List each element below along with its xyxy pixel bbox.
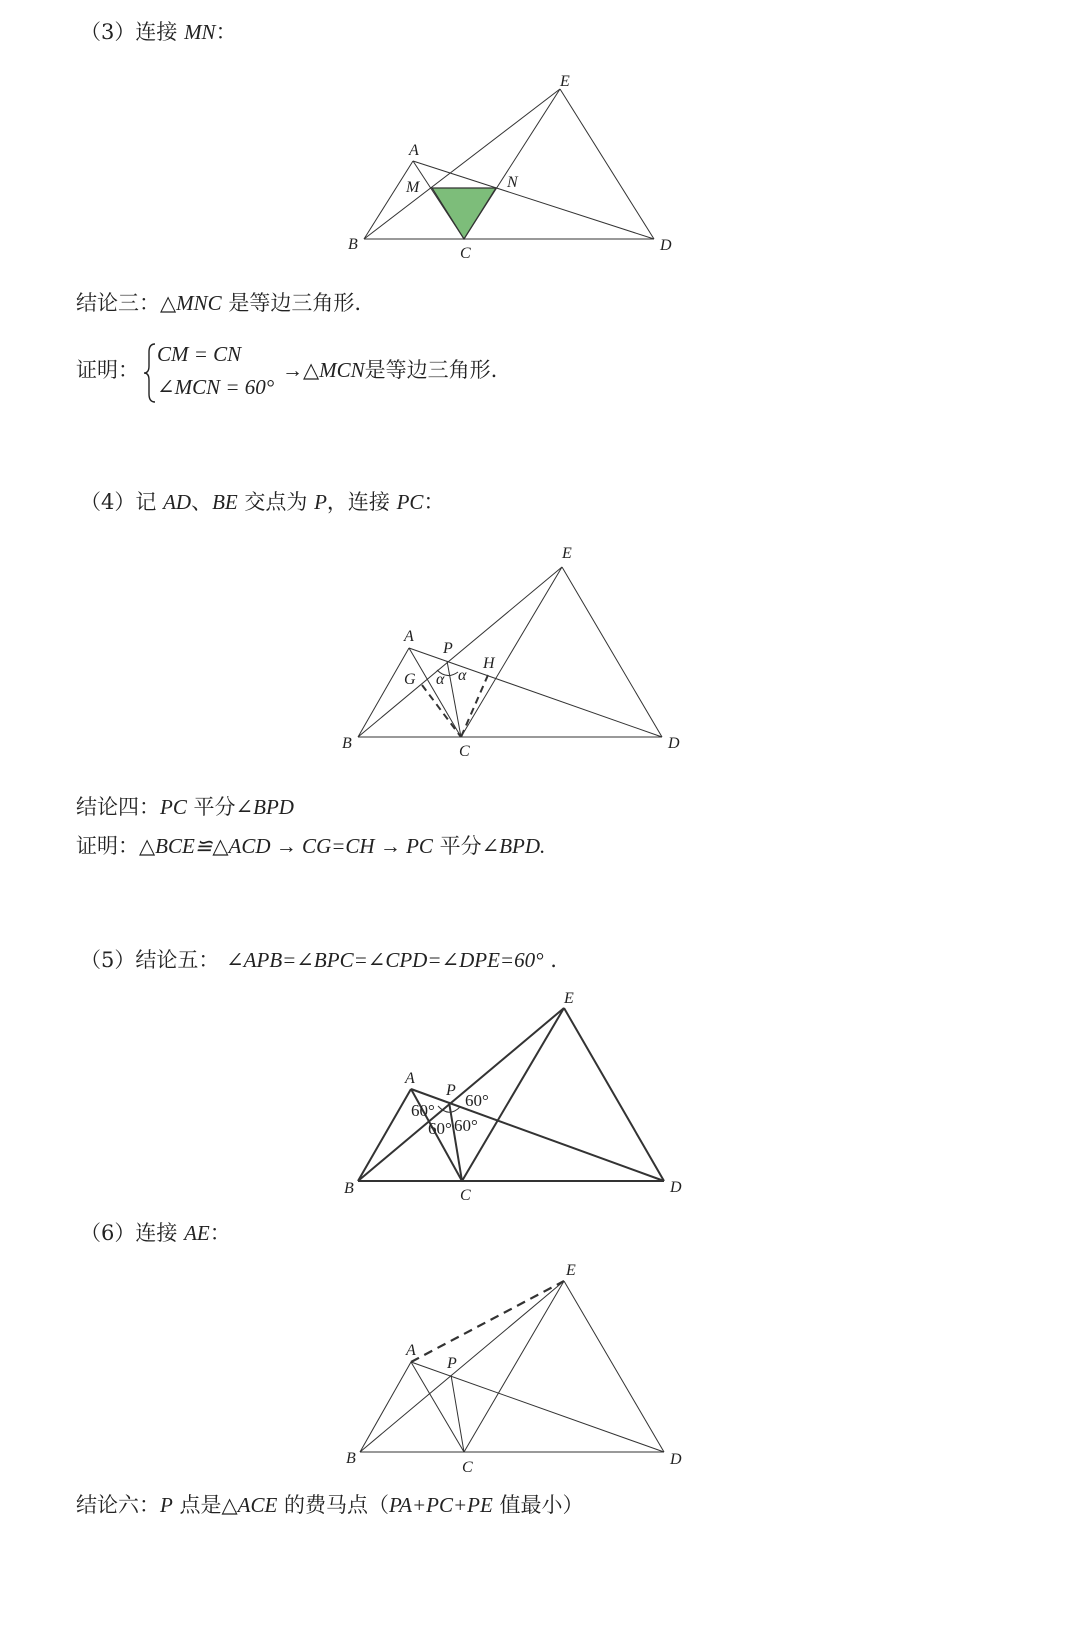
label-a: A xyxy=(409,142,419,159)
part6-heading: （6）连接 AE： xyxy=(80,1221,231,1245)
label-alpha-1: α xyxy=(436,671,445,688)
segment-ad xyxy=(411,1362,664,1452)
segment-ce xyxy=(461,567,562,737)
label-e: E xyxy=(564,990,574,1007)
label-d: D xyxy=(670,1451,682,1468)
label-e: E xyxy=(566,1262,576,1279)
segment-ba xyxy=(358,1089,411,1181)
label-d: D xyxy=(660,237,672,254)
part3-heading: （3）连接 MN： xyxy=(80,20,237,44)
label-b: B xyxy=(346,1450,356,1467)
label-h: H xyxy=(483,655,495,672)
label-b: B xyxy=(348,236,358,253)
part4-conclusion: 结论四：PC 平分∠BPD xyxy=(76,795,294,819)
figure-part6 xyxy=(0,1260,1080,1480)
segment-ed xyxy=(564,1008,664,1181)
segment-ba xyxy=(358,648,409,737)
label-alpha-2: α xyxy=(458,667,467,684)
segment-be xyxy=(360,1281,564,1452)
label-b: B xyxy=(342,735,352,752)
label-c: C xyxy=(460,245,471,262)
label-p: P xyxy=(443,640,453,657)
proof-line-1: CM = CN xyxy=(157,342,242,366)
label-c: C xyxy=(462,1459,473,1476)
label-n: N xyxy=(507,174,518,191)
segment-ce xyxy=(464,1281,564,1452)
label-a: A xyxy=(405,1070,415,1087)
segment-ed xyxy=(560,89,654,239)
segment-ed xyxy=(562,567,662,737)
label-m: M xyxy=(406,179,420,196)
proof-line-2: ∠MCN = 60° xyxy=(157,375,275,399)
label-e: E xyxy=(562,545,572,562)
triangle-mnc-highlight xyxy=(432,188,496,239)
segment-ce xyxy=(464,89,560,239)
angle-label-bpc: 60° xyxy=(428,1119,452,1138)
part4-heading: （4）记 AD、BE 交点为 P，连接 PC： xyxy=(80,490,445,514)
dashed-cg xyxy=(422,685,461,737)
label-d: D xyxy=(668,735,680,752)
brace-icon xyxy=(143,342,157,404)
label-g: G xyxy=(404,671,416,688)
angle-label-cpd: 60° xyxy=(454,1116,478,1135)
part4-proof: 证明：△BCE≌△ACD → CG=CH → PC 平分∠BPD. xyxy=(76,834,546,858)
label-p: P xyxy=(447,1355,457,1372)
figure-part5 xyxy=(0,985,1080,1225)
segment-ba xyxy=(364,161,413,239)
part3-conclusion: 结论三：△MNC 是等边三角形. xyxy=(76,291,362,315)
figure-part3 xyxy=(0,0,1080,280)
label-a: A xyxy=(404,628,414,645)
segment-ed xyxy=(564,1281,664,1452)
part6-conclusion: 结论六：P 点是△ACE 的费马点（PA+PC+PE 值最小） xyxy=(76,1493,584,1517)
figure-part4 xyxy=(0,520,1080,820)
part5-heading: （5）结论五： ∠APB=∠BPC=∠CPD=∠DPE=60° . xyxy=(80,948,557,972)
angle-label-apb: 60° xyxy=(411,1101,435,1120)
label-b: B xyxy=(344,1180,354,1197)
angle-label-dpe: 60° xyxy=(465,1091,489,1110)
segment-be xyxy=(358,567,562,737)
dashed-ae xyxy=(411,1281,564,1362)
segment-be xyxy=(358,1008,564,1181)
dashed-ch xyxy=(461,675,488,737)
segment-ba xyxy=(360,1362,411,1452)
label-p: P xyxy=(446,1082,456,1099)
proof-result: →△MCN是等边三角形. xyxy=(282,358,498,382)
label-c: C xyxy=(460,1187,471,1204)
label-e: E xyxy=(560,73,570,90)
part3-proof-label: 证明： xyxy=(76,358,139,382)
label-d: D xyxy=(670,1179,682,1196)
label-a: A xyxy=(406,1342,416,1359)
label-c: C xyxy=(459,743,470,760)
